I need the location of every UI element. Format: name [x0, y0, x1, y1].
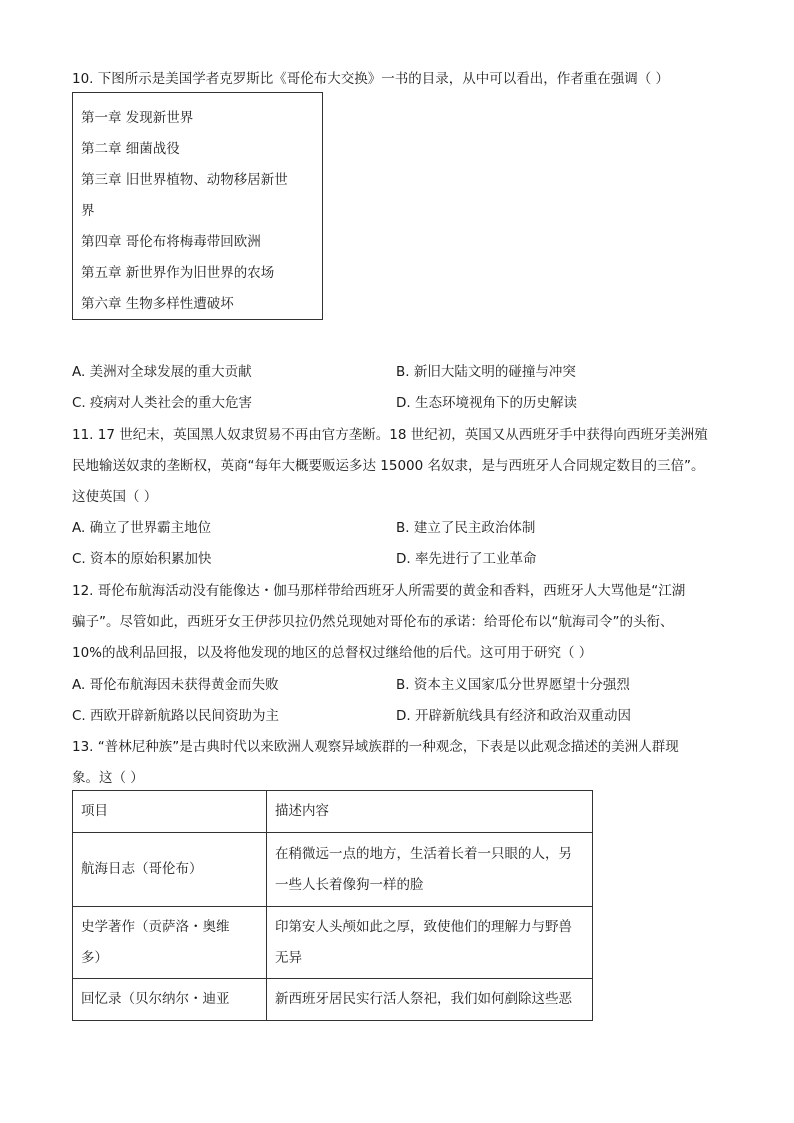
- table-cell-description: [267, 833, 593, 907]
- q13-stem-line-2: 象。这（ ）: [72, 770, 144, 786]
- table-row: [73, 907, 593, 979]
- row-1-item: 航海日志（哥伦布）: [81, 861, 203, 877]
- q12-stem-line-1: 12. 哥伦布航海活动没有能像达・伽马那样带给西班牙人所需要的黄金和香料，西班牙人大骂他是“江湖: [72, 583, 686, 599]
- table-cell-description: [267, 979, 593, 1021]
- toc-chapter-3-cont: 界: [81, 203, 95, 219]
- q10-stem: 10. 下图所示是美国学者克罗斯比《哥伦布大交换》一书的目录，从中可以看出，作者重在强调（ ）: [72, 71, 670, 87]
- row-3-desc: 新西班牙居民实行活人祭祀，我们如何剷除这些恶: [275, 991, 572, 1007]
- row-2-desc-line-1: 印第安人头颅如此之厚，致使他们的理解力与野兽: [275, 918, 572, 935]
- table-header-item: 项目: [73, 791, 267, 833]
- q12-option-b[interactable]: B. 资本主义国家瓜分世界愿望十分强烈: [396, 677, 630, 693]
- row-3-item: 回忆录（贝尔纳尔・迪亚: [81, 991, 230, 1007]
- q12-option-c[interactable]: C. 西欧开辟新航路以民间资助为主: [72, 708, 280, 724]
- q11-option-a[interactable]: A. 确立了世界霸主地位: [72, 520, 212, 536]
- q11-stem-line-2: 民地输送奴隶的垄断权，英商“每年大概要贩运多达 15000 名奴隶，是与西班牙人合同规定数目的三倍”。: [72, 458, 705, 474]
- q11-stem-line-3: 这使英国（ ）: [72, 489, 158, 505]
- toc-chapter-1: 第一章 发现新世界: [81, 110, 194, 126]
- table-row: [73, 833, 593, 907]
- q10-option-a[interactable]: A. 美洲对全球发展的重大贡献: [72, 364, 252, 380]
- q13-stem-line-1: 13. “普林尼种族”是古典时代以来欧洲人观察异域族群的一种观念，下表是以此观念描述的美洲人群现: [72, 739, 679, 755]
- toc-chapter-6: 第六章 生物多样性遭破坏: [81, 296, 234, 312]
- row-2-item-line-1: 史学著作（贡萨洛・奥维: [81, 918, 230, 935]
- table-cell-item: [73, 907, 267, 979]
- q11-option-d[interactable]: D. 率先进行了工业革命: [396, 551, 537, 567]
- row-2-item-line-2: 多）: [81, 949, 108, 966]
- q11-stem-line-1: 11. 17 世纪末，英国黑人奴隶贸易不再由官方垄断。18 世纪初，英国又从西班牙手中获得向西班牙美洲殖: [72, 427, 708, 443]
- table-header-description: 描述内容: [267, 791, 593, 833]
- q10-option-d[interactable]: D. 生态环境视角下的历史解读: [396, 395, 577, 411]
- toc-chapter-5: 第五章 新世界作为旧世界的农场: [81, 265, 275, 281]
- table-row: [73, 979, 593, 1021]
- q10-table-of-contents: [72, 92, 323, 320]
- row-2-desc-line-2: 无异: [275, 949, 302, 966]
- q12-option-a[interactable]: A. 哥伦布航海因未获得黄金而失败: [72, 677, 279, 693]
- q10-option-b[interactable]: B. 新旧大陆文明的碰撞与冲突: [396, 364, 576, 380]
- row-1-desc-line-1: 在稍微远一点的地方，生活着长着一只眼的人，另: [275, 845, 572, 862]
- q12-option-d[interactable]: D. 开辟新航线具有经济和政治双重动因: [396, 708, 631, 724]
- table-cell-description: [267, 907, 593, 979]
- q11-option-b[interactable]: B. 建立了民主政治体制: [396, 520, 536, 536]
- row-1-desc-line-2: 一些人长着像狗一样的脸: [275, 876, 424, 893]
- toc-chapter-4: 第四章 哥伦布将梅毒带回欧洲: [81, 234, 261, 250]
- q13-description-table: [72, 790, 593, 1021]
- toc-chapter-2: 第二章 细菌战役: [81, 141, 180, 157]
- toc-chapter-3: 第三章 旧世界植物、动物移居新世: [81, 172, 288, 188]
- table-header-row: [73, 791, 593, 833]
- q10-option-c[interactable]: C. 疫病对人类社会的重大危害: [72, 395, 253, 411]
- table-cell-item: [73, 979, 267, 1021]
- q11-option-c[interactable]: C. 资本的原始积累加快: [72, 551, 212, 567]
- table-cell-item: [73, 833, 267, 907]
- q12-stem-line-2: 骗子”。尽管如此，西班牙女王伊莎贝拉仍然兑现她对哥伦布的承诺：给哥伦布以“航海司令”的头衔、: [72, 614, 674, 630]
- q12-stem-line-3: 10%的战利品回报，以及将他发现的地区的总督权过继给他的后代。这可用于研究（ ）: [72, 645, 593, 661]
